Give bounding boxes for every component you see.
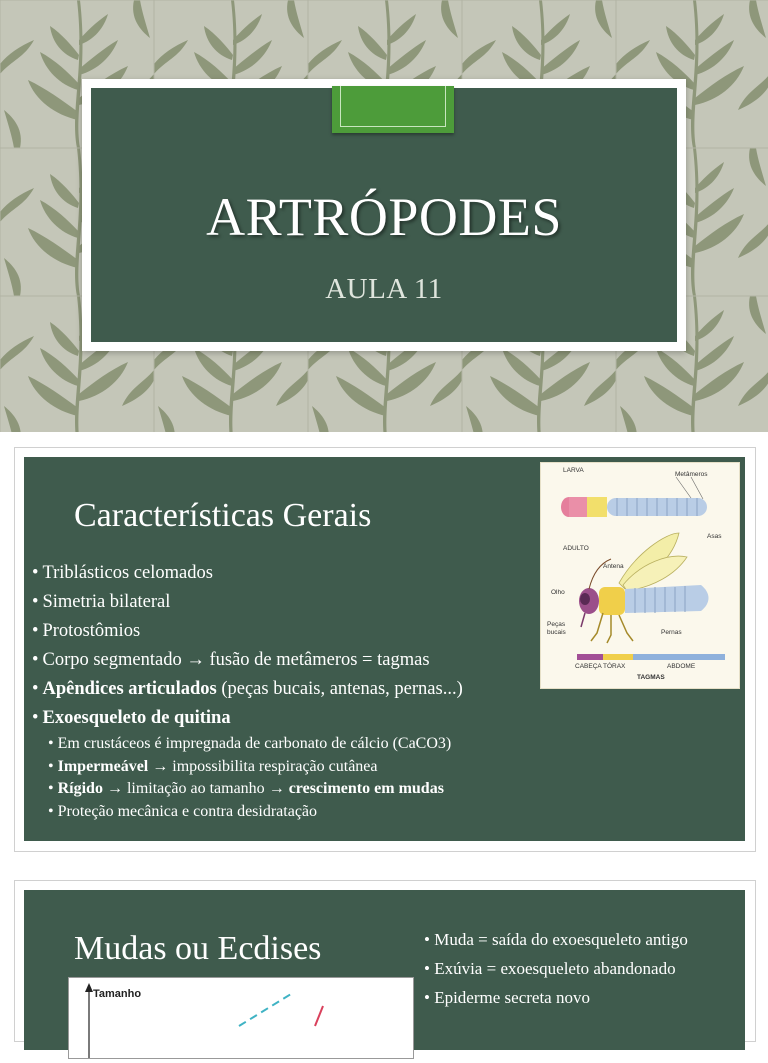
arrow-icon: → [152, 757, 169, 775]
slide-caracteristicas-gerais [14, 447, 756, 852]
sub-bullet-item: • Rígido → limitação ao tamanho → crescimento em mudas [48, 780, 444, 797]
bullet-item: • Epiderme secreta novo [424, 988, 590, 1007]
figure-label-torax: TÓRAX [603, 663, 626, 670]
bullet-list [424, 928, 744, 1015]
tagma-head-bar [577, 654, 603, 660]
slide-title: Características Gerais [74, 497, 372, 534]
figure-label-adulto: ADULTO [563, 545, 589, 552]
figure-label-olho: Olho [551, 589, 565, 596]
figure-label-asas: Asas [707, 533, 722, 540]
tagma-abdomen-bar [633, 654, 725, 660]
figure-label-abdome: ABDOME [667, 663, 696, 670]
bullet-item: • Protostômios [32, 621, 141, 641]
slide-title: Mudas ou Ecdises [74, 930, 322, 967]
title-accent-tab [332, 86, 454, 133]
arrow-icon: → [106, 780, 123, 797]
bullet-item: • Exoesqueleto de quitina [32, 708, 231, 728]
figure-label-pecas-bucais: Peças bucais [547, 621, 566, 636]
arrow-icon: → [268, 780, 285, 797]
larva-drawing [561, 477, 707, 517]
bullet-item: • Muda = saída do exoesqueleto antigo [424, 930, 688, 949]
slide-panel [24, 457, 745, 841]
title-frame [82, 79, 686, 351]
graph-axis-label: Tamanho [93, 988, 142, 1000]
slide-panel [24, 890, 745, 1050]
figure-label-larva: LARVA [563, 467, 584, 474]
arthropod-tagmas-figure [540, 462, 740, 689]
bullet-item: • Apêndices articulados (peças bucais, antenas, pernas...) [32, 679, 463, 699]
figure-label-pernas: Pernas [661, 629, 682, 636]
adult-insect-drawing [579, 533, 709, 643]
bullet-item: • Exúvia = exoesqueleto abandonado [424, 959, 676, 978]
presentation-title: ARTRÓPODES [206, 187, 562, 247]
arrow-icon: → [186, 650, 205, 670]
bullet-item: • Simetria bilateral [32, 592, 171, 612]
presentation-subtitle: AULA 11 [325, 273, 443, 305]
bullet-item: • Triblásticos celomados [32, 563, 213, 583]
bullet-item: • Corpo segmentado → fusão de metâmeros = tagmas [32, 650, 430, 670]
slide-mudas-ecdises [14, 880, 756, 1042]
insect-illustration [541, 463, 739, 688]
tagma-thorax-bar [603, 654, 633, 660]
growth-graph [68, 977, 414, 1059]
sub-bullet-item: • Em crustáceos é impregnada de carbonato de cálcio (CaCO3) [48, 735, 452, 752]
figure-label-metameros: Metâmeros [675, 471, 708, 478]
figure-label-tagmas: TAGMAS [637, 674, 665, 681]
sub-bullet-item: • Impermeável → impossibilita respiração cutânea [48, 757, 378, 775]
bullet-list [32, 559, 463, 823]
figure-label-antena: Antena [603, 563, 624, 570]
axis-arrow-icon [85, 983, 93, 992]
title-slide [0, 0, 768, 432]
sub-bullet-item: • Proteção mecânica e contra desidratação [48, 802, 318, 820]
title-panel [91, 88, 677, 342]
figure-label-cabeca: CABEÇA [575, 663, 602, 670]
